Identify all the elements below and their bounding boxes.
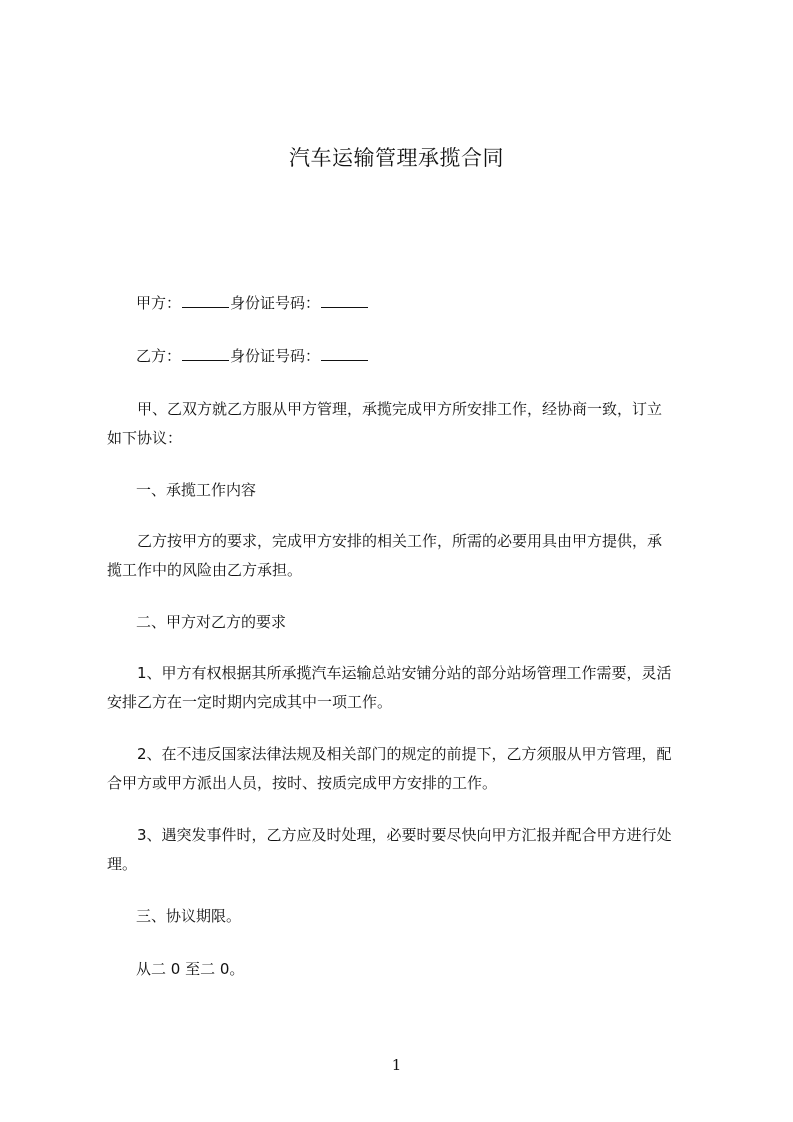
party-b-name-blank — [182, 345, 229, 361]
section-1-line-2: 揽工作中的风险由乙方承担。 — [107, 561, 303, 579]
item-3-line-1: 3、遇突发事件时，乙方应及时处理，必要时要尽快向甲方汇报并配合甲方进行处 — [137, 826, 672, 844]
intro-line-2: 如下协议： — [107, 429, 183, 447]
page-number: 1 — [391, 1056, 402, 1074]
party-b-id-label: 身份证号码： — [230, 347, 321, 365]
term-text: 从二 0 至二 0。 — [136, 960, 245, 978]
intro-line-1: 甲、乙双方就乙方服从甲方管理，承揽完成甲方所安排工作，经协商一致，订立 — [137, 400, 663, 418]
section-1-line-1: 乙方按甲方的要求，完成甲方安排的相关工作，所需的必要用具由甲方提供，承 — [137, 532, 663, 550]
section-1-paragraph — [107, 527, 707, 585]
party-a-name-blank — [182, 292, 229, 308]
party-a-id-blank — [321, 292, 368, 308]
party-a-label: 甲方： — [136, 294, 182, 312]
document-title: 汽车运输管理承揽合同 — [289, 146, 504, 170]
party-a-line — [136, 292, 369, 313]
section-3-heading: 三、协议期限。 — [136, 907, 242, 925]
item-2-line-1: 2、在不违反国家法律法规及相关部门的规定的前提下，乙方须服从甲方管理，配 — [137, 745, 672, 763]
party-b-line — [136, 345, 369, 366]
party-b-label: 乙方： — [136, 347, 182, 365]
item-1-line-2: 安排乙方在一定时期内完成其中一项工作。 — [107, 693, 393, 711]
item-3-line-2: 理。 — [107, 855, 138, 873]
party-a-id-label: 身份证号码： — [230, 294, 321, 312]
section-1-heading: 一、承揽工作内容 — [136, 481, 257, 499]
requirement-item-3 — [107, 821, 707, 879]
item-2-line-2: 合甲方或甲方派出人员，按时、按质完成甲方安排的工作。 — [107, 774, 498, 792]
intro-paragraph — [107, 395, 707, 453]
item-1-line-1: 1、甲方有权根据其所承揽汽车运输总站安铺分站的部分站场管理工作需要，灵活 — [137, 664, 672, 682]
requirement-item-2 — [107, 740, 707, 798]
section-2-heading: 二、甲方对乙方的要求 — [136, 613, 287, 631]
party-b-id-blank — [321, 345, 368, 361]
requirement-item-1 — [107, 659, 707, 717]
